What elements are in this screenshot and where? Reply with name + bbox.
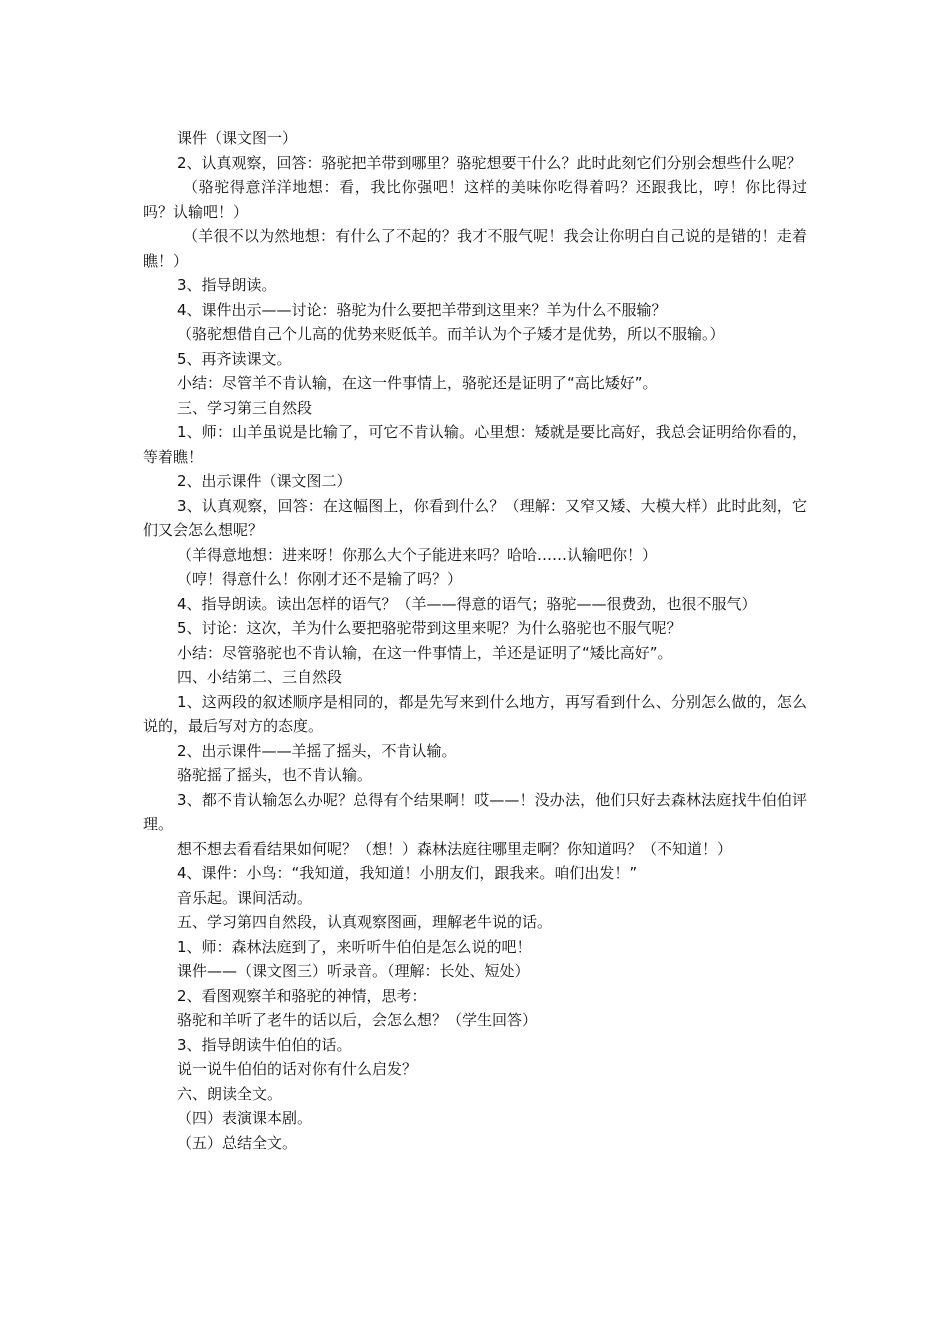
paragraph: 2、出示课件——羊摇了摇头，不肯认输。 [177,741,457,760]
paragraph: 4、课件出示——讨论：骆驼为什么要把羊带到这里来？羊为什么不服输？ [177,300,667,319]
paragraph: 1、师：森林法庭到了，来听听牛伯伯是怎么说的吧！ [177,937,532,956]
section-heading: （四）表演课本剧。 [177,1109,313,1127]
paragraph: 说一说牛伯伯的话对你有什么启发？ [177,1060,418,1078]
paragraph: （羊得意地想：进来呀！你那么大个子能进来吗？哈哈……认输吧你！） [177,545,658,564]
paragraph: 4、课件：小鸟：“我知道，我知道！小朋友们，跟我来。咱们出发！” [177,864,638,882]
paragraph: 3、认真观察，回答：在这幅图上，你看到什么？（理解：又窄又矮、大模大样）此时此刻，它们又会怎么想呢？ [143,496,807,539]
paragraph: 想不想去看看结果如何呢？（想！）森林法庭往哪里走啊？你知道吗？（不知道！） [177,839,733,858]
paragraph: 4、指导朗读。读出怎样的语气？（羊——得意的语气；骆驼——很费劲，也很不服气） [177,594,757,613]
paragraph: 骆驼摇了摇头，也不肯认输。 [177,766,373,784]
section-heading: 六、朗读全文。 [177,1084,283,1103]
paragraph: 1、这两段的叙述顺序是相同的，都是先写来到什么地方，再写看到什么、分别怎么做的，怎么说的，最后写对方的态度。 [143,692,807,735]
paragraph: 2、出示课件（课文图二） [177,472,352,490]
paragraph: 5、再齐读课文。 [177,349,292,368]
paragraph: 小结：尽管骆驼也不肯认输，在这一件事情上，羊还是证明了“矮比高好”。 [177,643,673,662]
section-heading: 三、学习第三自然段 [177,398,313,417]
paragraph: 骆驼和羊听了老牛的话以后，会怎么想？（学生回答） [177,1011,538,1029]
paragraph: 课件——（课文图三）听录音。（理解：长处、短处） [177,962,530,980]
paragraph: 3、指导朗读牛伯伯的话。 [177,1035,352,1054]
paragraph: 2、看图观察羊和骆驼的神情，思考： [177,986,427,1005]
paragraph: （骆驼想借自己个儿高的优势来贬低羊。而羊认为个子矮才是优势，所以不服输。） [177,325,725,343]
paragraph: 5、讨论：这次，羊为什么要把骆驼带到这里来呢？为什么骆驼也不服气呢？ [177,619,682,637]
paragraph: 1、师：山羊虽说是比输了，可它不肯认输。心里想：矮就是要比高好，我总会证明给你看的，等着瞧！ [143,423,807,466]
paragraph: （哼！得意什么！你刚才还不是输了吗？） [177,570,463,588]
paragraph: 课件（课文图一） [177,129,298,147]
paragraph: 3、指导朗读。 [177,276,277,294]
section-heading: 五、学习第四自然段，认真观察图画，理解老牛说的话。 [177,913,553,931]
paragraph: 音乐起。课间活动。 [177,888,313,907]
document-body [143,126,807,1155]
paragraph: 3、都不肯认输怎么办呢？总得有个结果啊！哎——！没办法，他们只好去森林法庭找牛伯伯评理。 [143,790,807,833]
paragraph: （骆驼得意洋洋地想：看，我比你强吧！这样的美味你吃得着吗？还跟我比，哼！你比得过吗？认输吧！） [143,178,807,221]
paragraph: （羊很不以为然地想：有什么了不起的？我才不服气呢！我会让你明白自己说的是错的！走着瞧！） [143,227,807,270]
paragraph: 2、认真观察，回答：骆驼把羊带到哪里？骆驼想要干什么？此时此刻它们分别会想些什么呢？ [177,153,802,172]
section-heading: （五）总结全文。 [177,1133,298,1152]
paragraph: 小结：尽管羊不肯认输，在这一件事情上，骆驼还是证明了“高比矮好”。 [177,374,658,392]
section-heading: 四、小结第二、三自然段 [177,668,343,686]
